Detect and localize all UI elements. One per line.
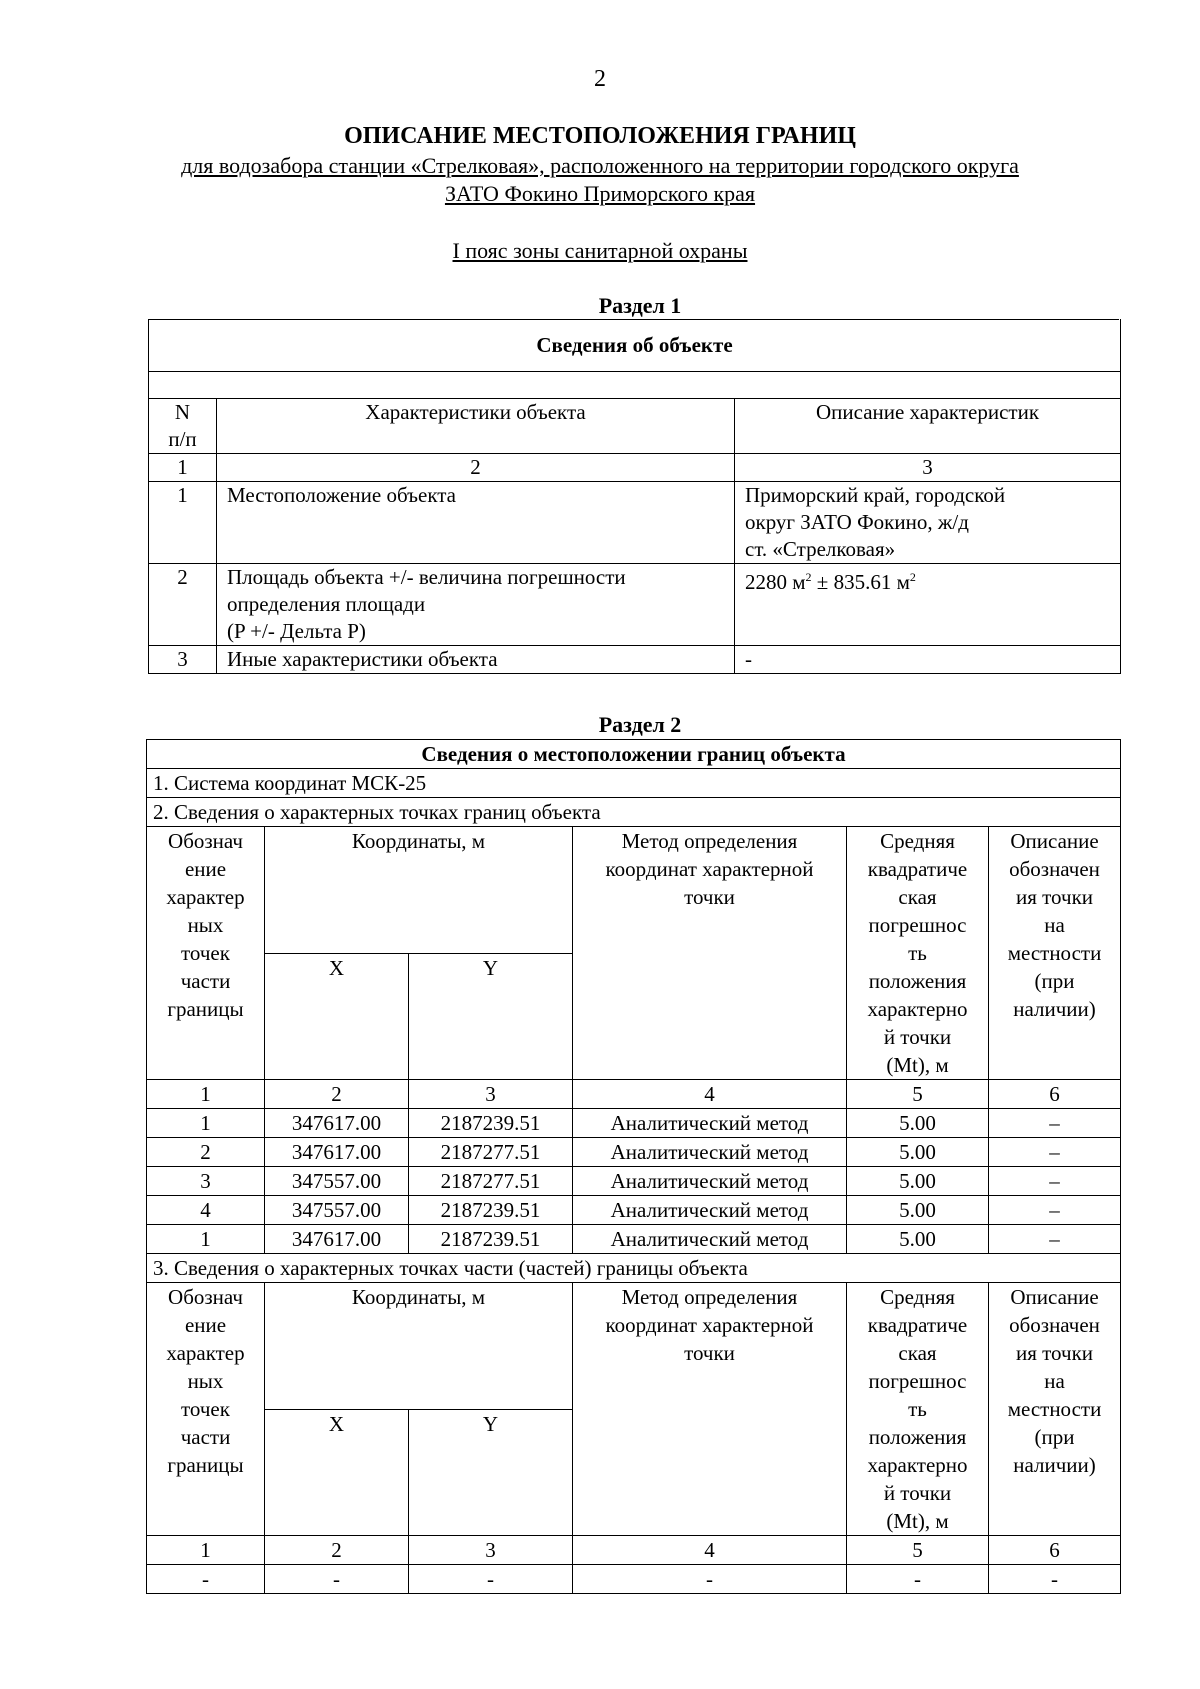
table-row (147, 1138, 1121, 1167)
point-description: – (989, 1225, 1121, 1254)
header-y: Y (409, 1409, 573, 1536)
point-description: – (989, 1167, 1121, 1196)
header-error: Средняя квадратиче ская погрешнос ть положения характерно й точки (Mt), м (847, 827, 989, 1080)
point-y: 2187239.51 (409, 1225, 573, 1254)
part-cell: - (573, 1565, 847, 1594)
column-number: 3 (409, 1080, 573, 1109)
area-unit-power: 2 (805, 570, 812, 584)
point-x: 347557.00 (265, 1167, 409, 1196)
row-number: 3 (149, 646, 217, 674)
header-error: Средняя квадратиче ская погрешнос ть положения характерно й точки (Mt), м (847, 1283, 989, 1536)
point-x: 347617.00 (265, 1109, 409, 1138)
point-mt: 5.00 (847, 1138, 989, 1167)
characteristic-name: Местоположение объекта (217, 482, 735, 564)
header-characteristic: Характеристики объекта (217, 399, 735, 454)
header-coordinates: Координаты, м (265, 1283, 573, 1410)
points-section-title: 2. Сведения о характерных точках границ объекта (147, 798, 1121, 827)
point-y: 2187277.51 (409, 1167, 573, 1196)
header-designation: Обознач ение характер ных точек части границы (147, 827, 265, 1080)
column-number: 2 (265, 1536, 409, 1565)
point-number: 1 (147, 1225, 265, 1254)
column-number: 2 (217, 454, 735, 482)
point-mt: 5.00 (847, 1225, 989, 1254)
column-number: 4 (573, 1536, 847, 1565)
column-number: 3 (409, 1536, 573, 1565)
point-mt: 5.00 (847, 1109, 989, 1138)
row-number: 2 (149, 564, 217, 646)
point-number: 1 (147, 1109, 265, 1138)
point-description: – (989, 1109, 1121, 1138)
header-description: Описание характеристик (735, 399, 1121, 454)
header-coordinates: Координаты, м (265, 827, 573, 954)
point-number: 4 (147, 1196, 265, 1225)
point-method: Аналитический метод (573, 1138, 847, 1167)
subtitle-line-1: для водозабора станции «Стрелковая», расположенного на территории городского округа (181, 153, 1019, 178)
column-number: 4 (573, 1080, 847, 1109)
part-cell: - (409, 1565, 573, 1594)
header-x: X (265, 953, 409, 1080)
characteristic-name: Площадь объекта +/- величина погрешности определения площади (P +/- Дельта P) (217, 564, 735, 646)
document-title: ОПИСАНИЕ МЕСТОПОЛОЖЕНИЯ ГРАНИЦ (344, 123, 856, 149)
point-mt: 5.00 (847, 1196, 989, 1225)
point-description: – (989, 1138, 1121, 1167)
point-x: 347617.00 (265, 1138, 409, 1167)
section-2-label: Раздел 2 (598, 712, 682, 737)
table-row (147, 1167, 1121, 1196)
page-number: 2 (594, 66, 606, 92)
section-1-label: Раздел 1 (598, 293, 682, 318)
point-number: 2 (147, 1138, 265, 1167)
column-number: 2 (265, 1080, 409, 1109)
header-designation: Обознач ение характер ных точек части границы (147, 1283, 265, 1536)
blank-row (149, 372, 1121, 399)
header-point-description: Описание обозначен ия точки на местности (при наличии) (989, 1283, 1121, 1536)
header-method: Метод определения координат характерной точки (573, 1283, 847, 1536)
boundary-points-table (146, 739, 1121, 1594)
part-cell: - (989, 1565, 1121, 1594)
column-number: 1 (149, 454, 217, 482)
section-2-caption: Сведения о местоположении границ объекта (147, 740, 1121, 769)
area-error-unit-power: 2 (909, 570, 916, 584)
column-number: 6 (989, 1080, 1121, 1109)
point-y: 2187239.51 (409, 1109, 573, 1138)
area-error-value: ± 835.61 м (811, 570, 910, 594)
header-y: Y (409, 953, 573, 1080)
area-value: 2280 м (745, 570, 806, 594)
point-method: Аналитический метод (573, 1225, 847, 1254)
point-method: Аналитический метод (573, 1109, 847, 1138)
column-number: 5 (847, 1080, 989, 1109)
column-number: 5 (847, 1536, 989, 1565)
coordinate-system: 1. Система координат МСК-25 (147, 769, 1121, 798)
characteristic-value (735, 564, 1121, 646)
table-row (147, 1196, 1121, 1225)
column-number: 1 (147, 1080, 265, 1109)
point-number: 3 (147, 1167, 265, 1196)
column-number: 3 (735, 454, 1121, 482)
characteristic-name: Иные характеристики объекта (217, 646, 735, 674)
column-number: 1 (147, 1536, 265, 1565)
header-number: N п/п (149, 399, 217, 454)
table-row (147, 1225, 1121, 1254)
section-1-top-rule (148, 319, 1119, 320)
part-cell: - (265, 1565, 409, 1594)
column-number: 6 (989, 1536, 1121, 1565)
point-mt: 5.00 (847, 1167, 989, 1196)
subtitle-line-2: ЗАТО Фокино Приморского края (444, 181, 756, 206)
parts-section-title: 3. Сведения о характерных точках части (частей) границы объекта (147, 1254, 1121, 1283)
header-method: Метод определения координат характерной точки (573, 827, 847, 1080)
table-row (147, 1109, 1121, 1138)
part-cell: - (847, 1565, 989, 1594)
characteristic-value: Приморский край, городской округ ЗАТО Фокино, ж/д ст. «Стрелковая» (735, 482, 1121, 564)
part-cell: - (147, 1565, 265, 1594)
point-y: 2187277.51 (409, 1138, 573, 1167)
document-subtitle (0, 152, 1200, 208)
header-x: X (265, 1409, 409, 1536)
characteristic-value: - (735, 646, 1121, 674)
table-row (147, 1565, 1121, 1594)
point-description: – (989, 1196, 1121, 1225)
row-number: 1 (149, 482, 217, 564)
point-x: 347557.00 (265, 1196, 409, 1225)
section-1-caption: Сведения об объекте (149, 319, 1121, 372)
object-info-table (148, 319, 1121, 674)
header-point-description: Описание обозначен ия точки на местности (при наличии) (989, 827, 1121, 1080)
point-method: Аналитический метод (573, 1196, 847, 1225)
point-method: Аналитический метод (573, 1167, 847, 1196)
point-y: 2187239.51 (409, 1196, 573, 1225)
zone-title: I пояс зоны санитарной охраны (452, 238, 748, 263)
point-x: 347617.00 (265, 1225, 409, 1254)
